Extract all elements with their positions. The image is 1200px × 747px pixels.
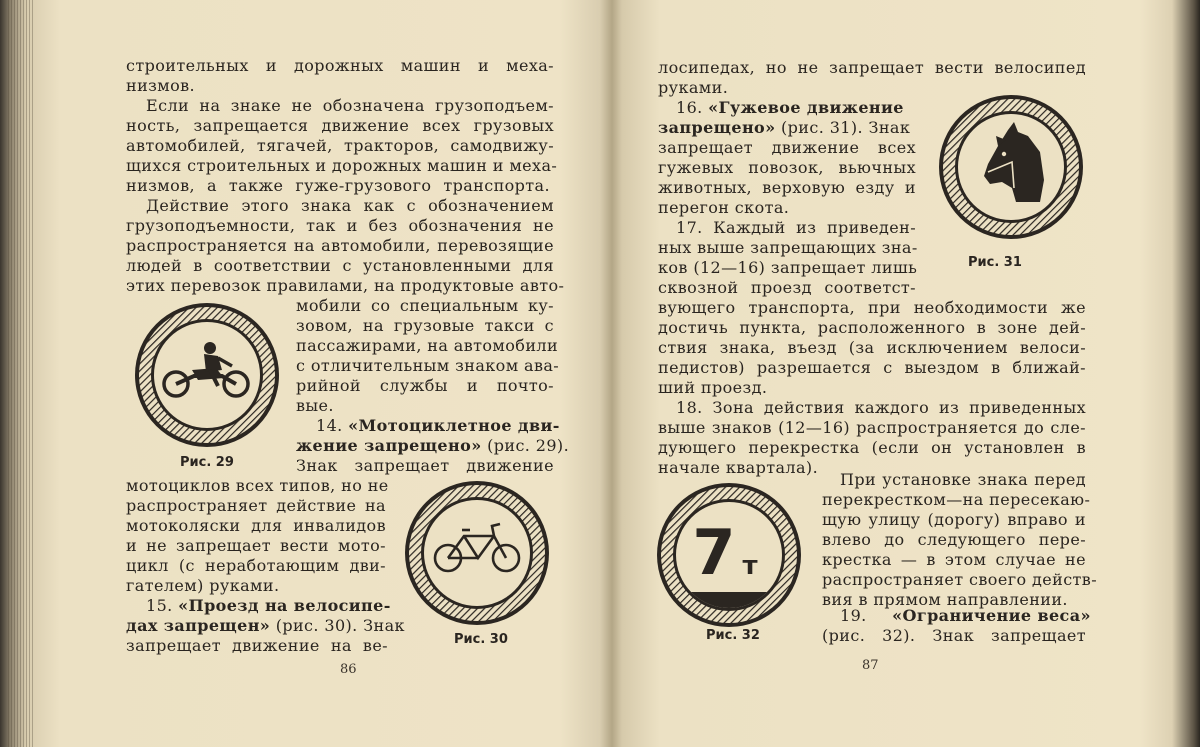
text-line: гужевых повозок, вьючных [658, 158, 916, 177]
text-line: лосипедах, но не запрещает вести велосипед [658, 58, 1086, 77]
text-line: достичь пункта, расположенного в зоне дей- [658, 318, 1086, 337]
horse-prohibited-sign-icon [936, 92, 1086, 242]
figure-caption: Рис. 32 [706, 628, 760, 643]
text-line: автомобилей, тягачей, тракторов, самодвижу- [126, 136, 554, 155]
text-line: низмов, а также гуже-грузового транспорта. [126, 176, 550, 195]
text-line: (рис. 32). Знак запрещает [822, 626, 1086, 645]
text-line: низмов. [126, 76, 196, 95]
text-line: запрещает движение на ве- [126, 636, 388, 655]
page-number: 87 [862, 658, 879, 673]
figure-reference: (рис. 30). Знак [270, 616, 405, 635]
text-line: 18. Зона действия каждого из приведенных [676, 398, 1086, 417]
text-line: людей в соответствии с установленными для [126, 256, 554, 275]
text-line: руками. [658, 78, 729, 97]
text-line: с отличительным знаком ава- [296, 356, 560, 375]
section-14-heading [316, 416, 560, 436]
section-number: 14. [316, 416, 343, 435]
text-line: ков (12—16) запрещает лишь [658, 258, 918, 277]
text-line: Действие этого знака как с обозначением [146, 196, 554, 215]
bicycle-prohibited-sign-icon [402, 478, 552, 628]
text-line: щую улицу (дорогу) вправо и [822, 510, 1086, 529]
text-line: ных выше запрещающих зна- [658, 238, 918, 257]
text-line: этих перевозок правилами, на продуктовые авто- [126, 276, 565, 295]
text-line: запрещает движение всех [658, 138, 916, 157]
section-title: «Гужевое движение [708, 98, 904, 117]
text-line: выше знаков (12—16) распространяется до сле- [658, 418, 1086, 437]
motorcycle-prohibited-sign-icon [132, 300, 282, 450]
text-line: педистов) разрешается с выездом в ближай- [658, 358, 1086, 377]
section-title: запрещено» [658, 118, 776, 137]
section-title: жение запрещено» [296, 436, 482, 455]
text-line: мобили со специальным ку- [296, 296, 554, 315]
section-19-heading [840, 606, 1091, 626]
figure-reference: (рис. 31). Знак [775, 118, 911, 137]
text-line [126, 616, 405, 636]
text-line: распространяет своего действ- [822, 570, 1098, 589]
text-line [296, 436, 569, 456]
text-line: начале квартала). [658, 458, 819, 477]
section-number: 15. [146, 596, 173, 615]
figure-caption: Рис. 31 [968, 255, 1022, 270]
text-line: ший проезд. [658, 378, 768, 397]
text-line: ность, запрещается движение всех грузовых [126, 116, 554, 135]
section-title: «Проезд на велосипе- [178, 596, 391, 615]
text-line: вия в прямом направлении. [822, 590, 1068, 609]
text-line: Знак запрещает движение [296, 456, 554, 475]
text-line: перекрестком—на пересекаю- [822, 490, 1091, 509]
text-line: сквозной проезд соответст- [658, 278, 916, 297]
page-number: 86 [340, 662, 357, 677]
section-15-heading [146, 596, 391, 616]
text-line: зовом, на грузовые такси с [296, 316, 554, 335]
text-line: 17. Каждый из приведен- [676, 218, 916, 237]
text-line: мотоколяски для инвалидов [126, 516, 386, 535]
weight-limit-unit: т [742, 551, 758, 581]
text-line: вующего транспорта, при необходимости же [658, 298, 1086, 317]
text-line: и не запрещает вести мото- [126, 536, 386, 555]
text-line: пассажирами, на автомобили [296, 336, 559, 355]
section-title: «Ограничение веса» [892, 606, 1091, 625]
figure-caption: Рис. 30 [454, 632, 508, 647]
weight-limit-sign-icon [654, 480, 804, 630]
text-line: При установке знака перед [840, 470, 1086, 489]
text-line: крестка — в этом случае не [822, 550, 1086, 569]
text-line: животных, верховую езду и [658, 178, 916, 197]
section-number: 19. [840, 606, 867, 625]
text-line: цикл (с неработающим дви- [126, 556, 386, 575]
text-line [658, 118, 910, 138]
text-line: гателем) руками. [126, 576, 280, 595]
section-title: «Мотоциклетное дви- [348, 416, 560, 435]
text-line: мотоциклов всех типов, но не [126, 476, 389, 495]
text-line: распространяет действие на [126, 496, 386, 515]
text-line: Если на знаке не обозначена грузоподъем- [146, 96, 554, 115]
section-number: 16. [676, 98, 703, 117]
text-line: вые. [296, 396, 334, 415]
text-line: ствия знака, въезд (за исключением велоси- [658, 338, 1086, 357]
text-line: рийной службы и почто- [296, 376, 554, 395]
right-page [618, 0, 1178, 747]
page-edges [8, 0, 34, 747]
text-line: дующего перекрестка (если он установлен в [658, 438, 1086, 457]
weight-limit-number: 7 [692, 516, 736, 589]
text-line: перегон скота. [658, 198, 790, 217]
figure-caption: Рис. 29 [180, 455, 234, 470]
text-line: строительных и дорожных машин и меха- [126, 56, 554, 75]
text-line: влево до следующего пере- [822, 530, 1086, 549]
text-line: грузоподъемности, так и без обозначения не [126, 216, 554, 235]
section-16-heading [676, 98, 904, 118]
text-line: распространяется на автомобили, перевозящие [126, 236, 554, 255]
figure-reference: (рис. 29). [481, 436, 570, 455]
section-title: дах запрещен» [126, 616, 271, 635]
left-page [34, 0, 612, 747]
text-line: щихся строительных и дорожных машин и меха- [126, 156, 558, 175]
